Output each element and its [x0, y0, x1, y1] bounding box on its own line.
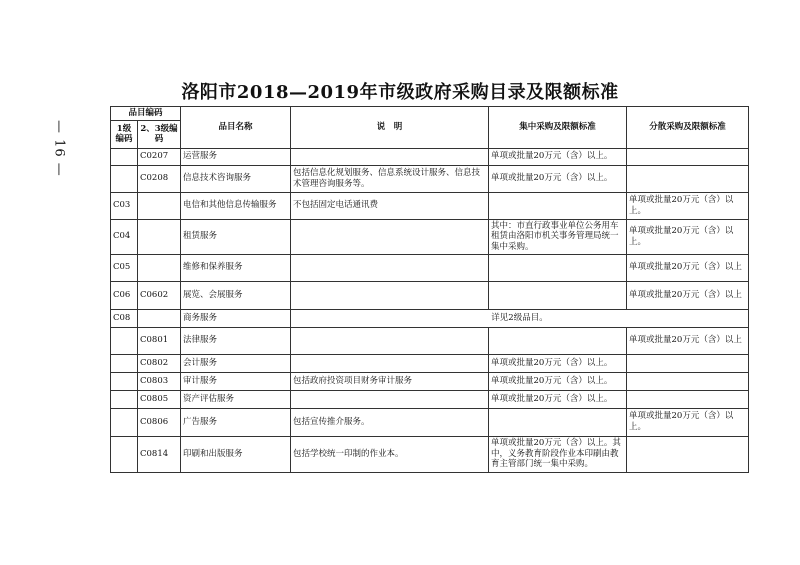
level1-code: C06 [111, 281, 138, 309]
item-description: 包括信息化规划服务、信息系统设计服务、信息技术管理咨询服务等。 [291, 165, 489, 192]
table-row [111, 327, 749, 354]
level23-code [138, 309, 181, 327]
table-row [111, 309, 749, 327]
level1-code [111, 327, 138, 354]
table-row [111, 165, 749, 192]
header-item-name: 品目名称 [181, 107, 291, 149]
item-name: 展览、会展服务 [181, 281, 291, 309]
item-name: 电信和其他信息传输服务 [181, 192, 291, 219]
item-description [291, 327, 489, 354]
page-number: — 16 — [51, 119, 67, 177]
level1-code: C05 [111, 254, 138, 281]
header-level1-code: 1级编码 [111, 120, 138, 148]
level1-code [111, 372, 138, 390]
level23-code [138, 192, 181, 219]
central-standard [489, 327, 627, 354]
header-code-group: 品目编码 [111, 107, 181, 121]
level23-code: C0806 [138, 408, 181, 436]
item-description: 包括宣传推介服务。 [291, 408, 489, 436]
table-row [111, 219, 749, 254]
table-row [111, 436, 749, 472]
header-central-procurement: 集中采购及限额标准 [489, 107, 627, 149]
table-row [111, 192, 749, 219]
dispersed-standard [627, 390, 749, 408]
item-name: 广告服务 [181, 408, 291, 436]
item-description: 包括学校统一印制的作业本。 [291, 436, 489, 472]
central-standard [489, 281, 627, 309]
item-name: 商务服务 [181, 309, 291, 327]
item-description [291, 354, 489, 372]
item-description [291, 148, 489, 165]
item-description [291, 254, 489, 281]
item-name: 维修和保养服务 [181, 254, 291, 281]
item-description: 包括政府投资项目财务审计服务 [291, 372, 489, 390]
procurement-catalog-table [110, 106, 749, 473]
dispersed-standard: 单项或批量20万元（含）以上 [627, 281, 749, 309]
level23-code: C0814 [138, 436, 181, 472]
table-row [111, 408, 749, 436]
level1-code [111, 354, 138, 372]
item-name: 租赁服务 [181, 219, 291, 254]
central-standard: 单项或批量20万元（含）以上。其中，义务教育阶段作业本印刷由教育主管部门统一集中采购。 [489, 436, 627, 472]
merged-standard-note: 详见2级品目。 [291, 309, 749, 327]
table-row [111, 390, 749, 408]
header-level23-code: 2、3级编码 [138, 120, 181, 148]
table-row [111, 148, 749, 165]
level23-code: C0801 [138, 327, 181, 354]
header-description: 说 明 [291, 107, 489, 149]
dispersed-standard [627, 148, 749, 165]
level1-code: C04 [111, 219, 138, 254]
level1-code: C03 [111, 192, 138, 219]
item-name: 印刷和出版服务 [181, 436, 291, 472]
dispersed-standard: 单项或批量20万元（含）以上 [627, 327, 749, 354]
level23-code: C0602 [138, 281, 181, 309]
dispersed-standard: 单项或批量20万元（含）以上。 [627, 219, 749, 254]
level23-code [138, 254, 181, 281]
page-title: 洛阳市2018—2019年市级政府采购目录及限额标准 [181, 82, 619, 103]
central-standard: 其中：市直行政事业单位公务用车租赁由洛阳市机关事务管理局统一集中采购。 [489, 219, 627, 254]
item-name: 资产评估服务 [181, 390, 291, 408]
central-standard: 单项或批量20万元（含）以上。 [489, 165, 627, 192]
level23-code: C0208 [138, 165, 181, 192]
central-standard: 单项或批量20万元（含）以上。 [489, 390, 627, 408]
item-description: 不包括固定电话通讯费 [291, 192, 489, 219]
level1-code [111, 408, 138, 436]
dispersed-standard [627, 165, 749, 192]
item-description [291, 390, 489, 408]
header-dispersed-procurement: 分散采购及限额标准 [627, 107, 749, 149]
item-name: 会计服务 [181, 354, 291, 372]
level23-code [138, 219, 181, 254]
table-row [111, 254, 749, 281]
level23-code: C0207 [138, 148, 181, 165]
item-description [291, 281, 489, 309]
dispersed-standard [627, 354, 749, 372]
dispersed-standard: 单项或批量20万元（含）以上 [627, 254, 749, 281]
central-standard [489, 192, 627, 219]
level23-code: C0805 [138, 390, 181, 408]
dispersed-standard: 单项或批量20万元（含）以上。 [627, 408, 749, 436]
level23-code: C0802 [138, 354, 181, 372]
level1-code [111, 436, 138, 472]
table-row [111, 281, 749, 309]
dispersed-standard: 单项或批量20万元（含）以上。 [627, 192, 749, 219]
central-standard [489, 408, 627, 436]
level1-code [111, 165, 138, 192]
table-row [111, 354, 749, 372]
level1-code [111, 390, 138, 408]
level23-code: C0803 [138, 372, 181, 390]
dispersed-standard [627, 372, 749, 390]
central-standard: 单项或批量20万元（含）以上。 [489, 148, 627, 165]
level1-code: C08 [111, 309, 138, 327]
dispersed-standard [627, 436, 749, 472]
item-description [291, 219, 489, 254]
table-row [111, 372, 749, 390]
central-standard: 单项或批量20万元（含）以上。 [489, 372, 627, 390]
level1-code [111, 148, 138, 165]
item-name: 审计服务 [181, 372, 291, 390]
central-standard: 单项或批量20万元（含）以上。 [489, 354, 627, 372]
item-name: 法律服务 [181, 327, 291, 354]
item-name: 信息技术咨询服务 [181, 165, 291, 192]
item-name: 运营服务 [181, 148, 291, 165]
central-standard [489, 254, 627, 281]
